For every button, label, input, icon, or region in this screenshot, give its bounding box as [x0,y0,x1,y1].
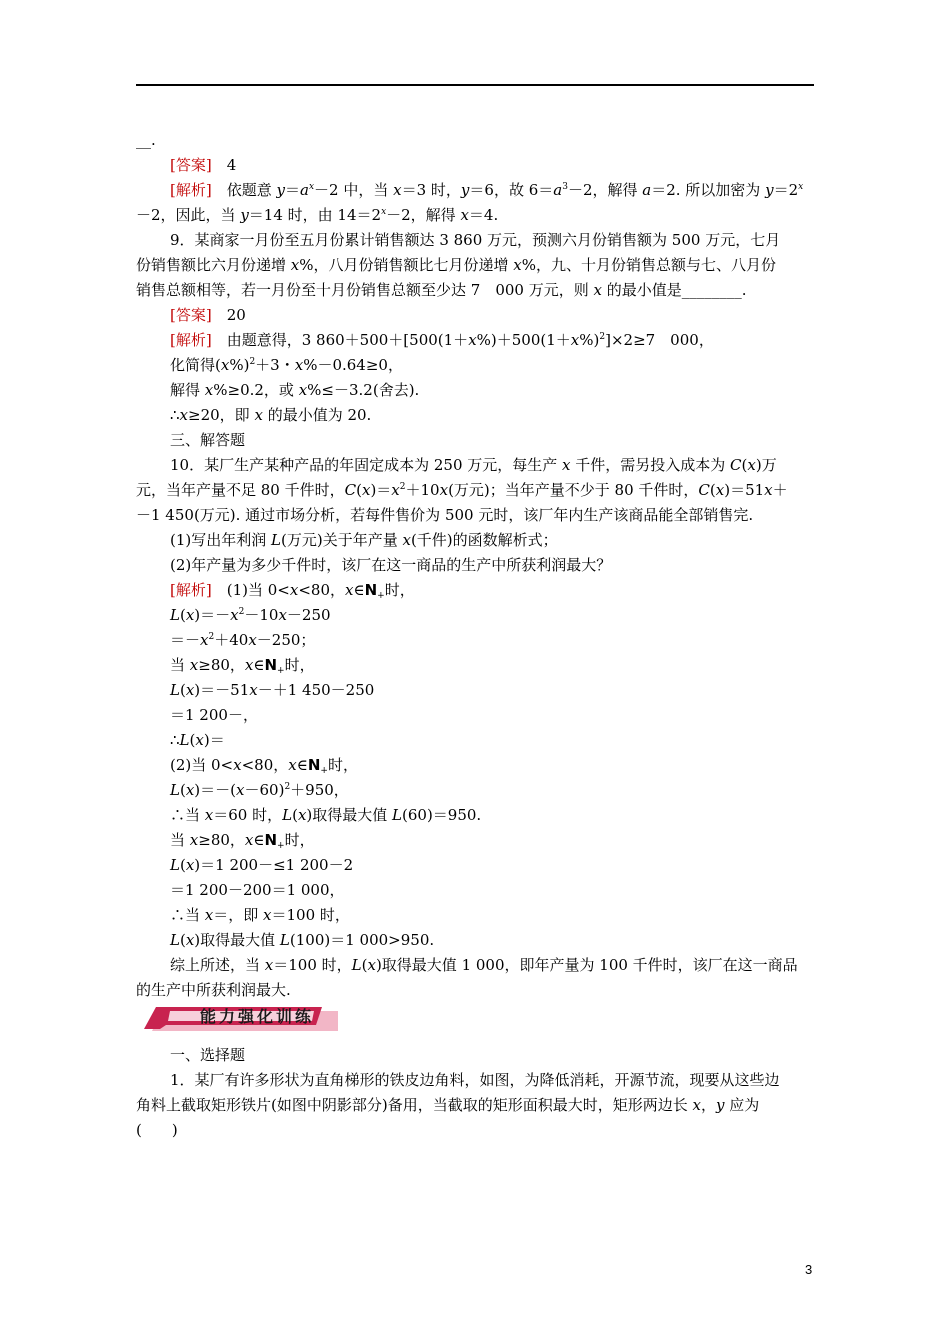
solution-line: L(x)＝－51x－＋1 450－250 [170,681,375,699]
solution-line: 当 x≥80，$x\in N_+$时， [170,831,315,851]
analysis-tag: [解析] [170,581,212,599]
analysis-line: [解析] 依题意 $y=a^x-2$ 中，当 x＝3 时，y＝6，故 $6=a^3-2$，解得 a＝2. 所以加密为 $y=2^x$ [170,181,804,199]
solution-line: 的生产中所获利润最大. [136,981,291,999]
answer-line: [答案] 20 [170,306,246,324]
analysis-tag: [解析] [170,181,212,199]
solution-line: L(x)＝1 200－≤1 200－2 [170,856,354,874]
solution-line: 综上所述，当 x＝100 时，L(x)取得最大值 1 000，即年产量为 100 千件时，该厂在这一商品 [170,956,798,974]
solution-line: ＝1 200－， [170,706,258,724]
question-line: 角料上截取矩形铁片(如图中阴影部分)备用，当截取的矩形面积最大时，矩形两边长 x，y 应为 [136,1096,760,1114]
solution-line: ∴当 x＝，即 x＝100 时， [170,906,350,924]
solution-line: ∴当 x＝60 时，L(x)取得最大值 L(60)＝950. [170,806,482,824]
solution-line: 解得 x%≥0.2，或 x%≤－3.2(舍去). [170,381,420,399]
answer-line: [答案] 4 [170,156,237,174]
solution-line: L(x)取得最大值 L(100)＝1 000>950. [170,931,435,949]
question-line: ( ) [136,1121,178,1139]
text-line: __. [136,131,156,149]
page-number: 3 [805,1262,813,1277]
question-line: 1．某厂有许多形状为直角梯形的铁皮边角料，如图，为降低消耗，开源节流，现要从这些边 [170,1071,780,1089]
question-line: 元，当年产量不足 80 千件时，$C(x)=x^2+10x$(万元)；当年产量不少于 80 千件时，C(x)＝51x＋ [136,481,788,499]
banner-title: 能力强化训练 [200,1007,315,1026]
question-line: －1 450(万元). 通过市场分析，若每件售价为 500 元时，该厂年内生产该商品能全部销售完. [136,506,754,524]
answer-tag: [答案] [170,156,212,174]
text-line: －2，因此，当 y＝14 时，由 $14=2^x-2$，解得 x＝4. [136,206,499,224]
question-line: (2)年产量为多少千件时，该厂在这一商品的生产中所获利润最大？ [170,556,612,574]
solution-line: ∴x≥20，即 x 的最小值为 20. [170,406,372,424]
solution-line: $L(x)=-(x-60)^2+950$， [170,781,349,799]
analysis-line: [解析] (1)当 0<x<80，$x\in N_+$时， [170,581,415,601]
question-line: 10．某厂生产某种产品的年固定成本为 250 万元，每生产 x 千件，需另投入成本为 C(x)万 [170,456,777,474]
question-line: 9．某商家一月份至五月份累计销售额达 3 860 万元，预测六月份销售额为 500 万元，七月 [170,231,781,249]
analysis-line: [解析] 由题意得，3 $860+500+[500(1+x\%)+500(1+x\%)^2]\times 2\ge 7$ 000， [170,331,714,349]
answer-tag: [答案] [170,306,212,324]
solution-line: ＝1 200－200＝1 000， [170,881,345,899]
solution-line: $=-x^2+40x-250$； [170,631,316,649]
question-line: 份销售额比六月份递增 x%，八月份销售额比七月份递增 x%，九、十月份销售总额与七、八月份 [136,256,777,274]
section-heading: 一、选择题 [170,1046,246,1064]
solution-line: ∴L(x)＝ [170,731,225,749]
header-rule [136,84,814,86]
question-line: 销售总额相等，若一月份至十月份销售总额至少达 7 000 万元，则 x 的最小值是________. [136,281,747,299]
solution-line: $L(x)=-x^2-10x-250$ [170,606,331,624]
question-line: (1)写出年利润 L(万元)关于年产量 x(千件)的函数解析式； [170,531,558,549]
solution-line: 化简得$(x\%)^2+3$・x%－0.64≥0， [170,356,403,374]
solution-line: (2)当 0<x<80，$x\in N_+$时， [170,756,358,776]
section-heading: 三、解答题 [170,431,246,449]
analysis-tag: [解析] [170,331,212,349]
solution-line: 当 x≥80，$x\in N_+$时， [170,656,315,676]
